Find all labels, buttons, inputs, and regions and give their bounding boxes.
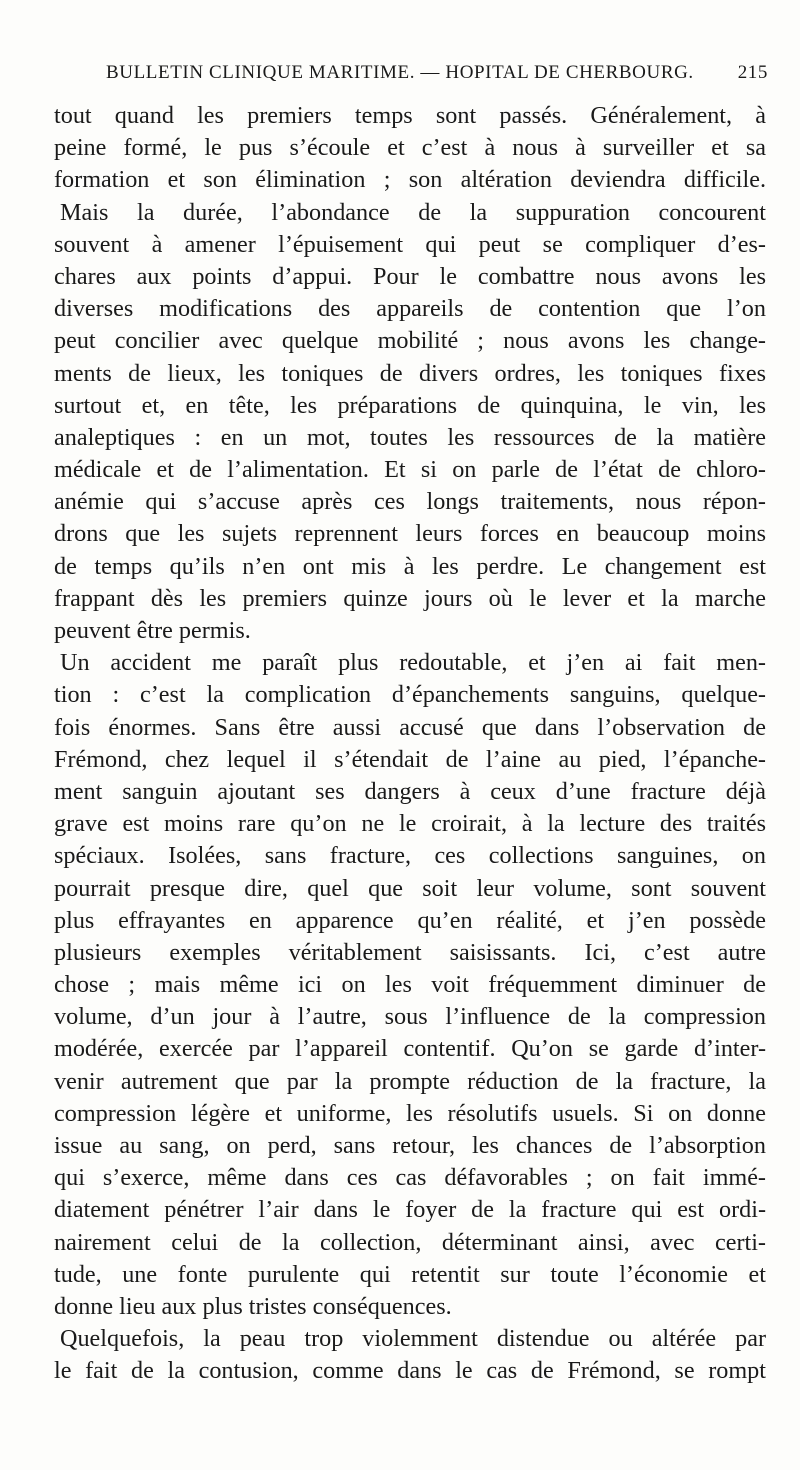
text-line: venir autrement que par la prompte réduction de la fracture, la [54, 1067, 766, 1095]
text-line: qui s’exerce, même dans ces cas défavorables ; on fait immé- [54, 1164, 766, 1192]
text-line: donne lieu aux plus tristes conséquences. [54, 1292, 452, 1320]
text-line: plus effrayantes en apparence qu’en réalité, et j’en possède [54, 906, 766, 934]
body-text [54, 100, 766, 1388]
text-line: peut concilier avec quelque mobilité ; nous avons les change- [54, 327, 766, 355]
text-line: nairement celui de la collection, déterminant ainsi, avec certi- [54, 1228, 766, 1256]
text-line: diatement pénétrer l’air dans le foyer de la fracture qui est ordi- [54, 1196, 766, 1224]
text-line: tion : c’est la complication d’épanchements sanguins, quelque- [54, 681, 766, 709]
text-line: peuvent être permis. [54, 617, 251, 644]
text-line: plusieurs exemples véritablement saisissants. Ici, c’est autre [54, 938, 766, 966]
text-line: modérée, exercée par l’appareil contentif. Qu’on se garde d’inter- [54, 1035, 766, 1063]
text-line: peine formé, le pus s’écoule et c’est à nous à surveiller et sa [54, 134, 766, 162]
text-line: ment sanguin ajoutant ses dangers à ceux d’une fracture déjà [54, 777, 766, 805]
text-line: souvent à amener l’épuisement qui peut se compliquer d’es- [54, 230, 766, 258]
text-line: formation et son élimination ; son altération deviendra difficile. [54, 166, 766, 194]
text-line: volume, d’un jour à l’autre, sous l’influence de la compression [54, 1003, 766, 1031]
text-line: fois énormes. Sans être aussi accusé que dans l’observation de [54, 713, 766, 741]
text-line: spéciaux. Isolées, sans fracture, ces collections sanguines, on [54, 842, 766, 870]
text-line: frappant dès les premiers quinze jours où le lever et la marche [54, 584, 766, 612]
page-header [88, 62, 768, 90]
text-line: Un accident me paraît plus redoutable, et j’en ai fait men- [60, 649, 766, 677]
text-line: ments de lieux, les toniques de divers ordres, les toniques fixes [54, 359, 766, 387]
text-line: anémie qui s’accuse après ces longs traitements, nous répon- [54, 488, 766, 516]
text-line: tude, une fonte purulente qui retentit sur toute l’économie et [54, 1260, 766, 1288]
text-line: chose ; mais même ici on les voit fréquemment diminuer de [54, 971, 766, 999]
text-line: de temps qu’ils n’en ont mis à les perdre. Le changement est [54, 552, 766, 580]
text-line: analeptiques : en un mot, toutes les ressources de la matière [54, 423, 766, 451]
text-line: diverses modifications des appareils de contention que l’on [54, 295, 766, 323]
text-line: le fait de la contusion, comme dans le cas de Frémond, se rompt [54, 1357, 766, 1385]
text-line: drons que les sujets reprennent leurs forces en beaucoup moins [54, 520, 766, 548]
text-line: pourrait presque dire, quel que soit leur volume, sont souvent [54, 874, 766, 902]
page-number: 215 [737, 62, 768, 83]
text-line: compression légère et uniforme, les résolutifs usuels. Si on donne [54, 1099, 766, 1127]
text-line: médicale et de l’alimentation. Et si on parle de l’état de chloro- [54, 456, 766, 484]
text-line: Quelquefois, la peau trop violemment distendue ou altérée par [60, 1325, 766, 1353]
text-line: Mais la durée, l’abondance de la suppuration concourent [60, 198, 766, 226]
text-line: Frémond, chez lequel il s’étendait de l’aine au pied, l’épanche- [54, 745, 766, 773]
text-line: tout quand les premiers temps sont passés. Généralement, à [54, 102, 766, 129]
text-line: issue au sang, on perd, sans retour, les chances de l’absorption [54, 1132, 766, 1159]
text-line: chares aux points d’appui. Pour le combattre nous avons les [54, 262, 766, 290]
running-title: BULLETIN CLINIQUE MARITIME. — HOPITAL DE CHERBOURG. [106, 62, 694, 83]
text-line: surtout et, en tête, les préparations de quinquina, le vin, les [54, 391, 766, 419]
text-line: grave est moins rare qu’on ne le croirait, à la lecture des traités [54, 810, 766, 838]
